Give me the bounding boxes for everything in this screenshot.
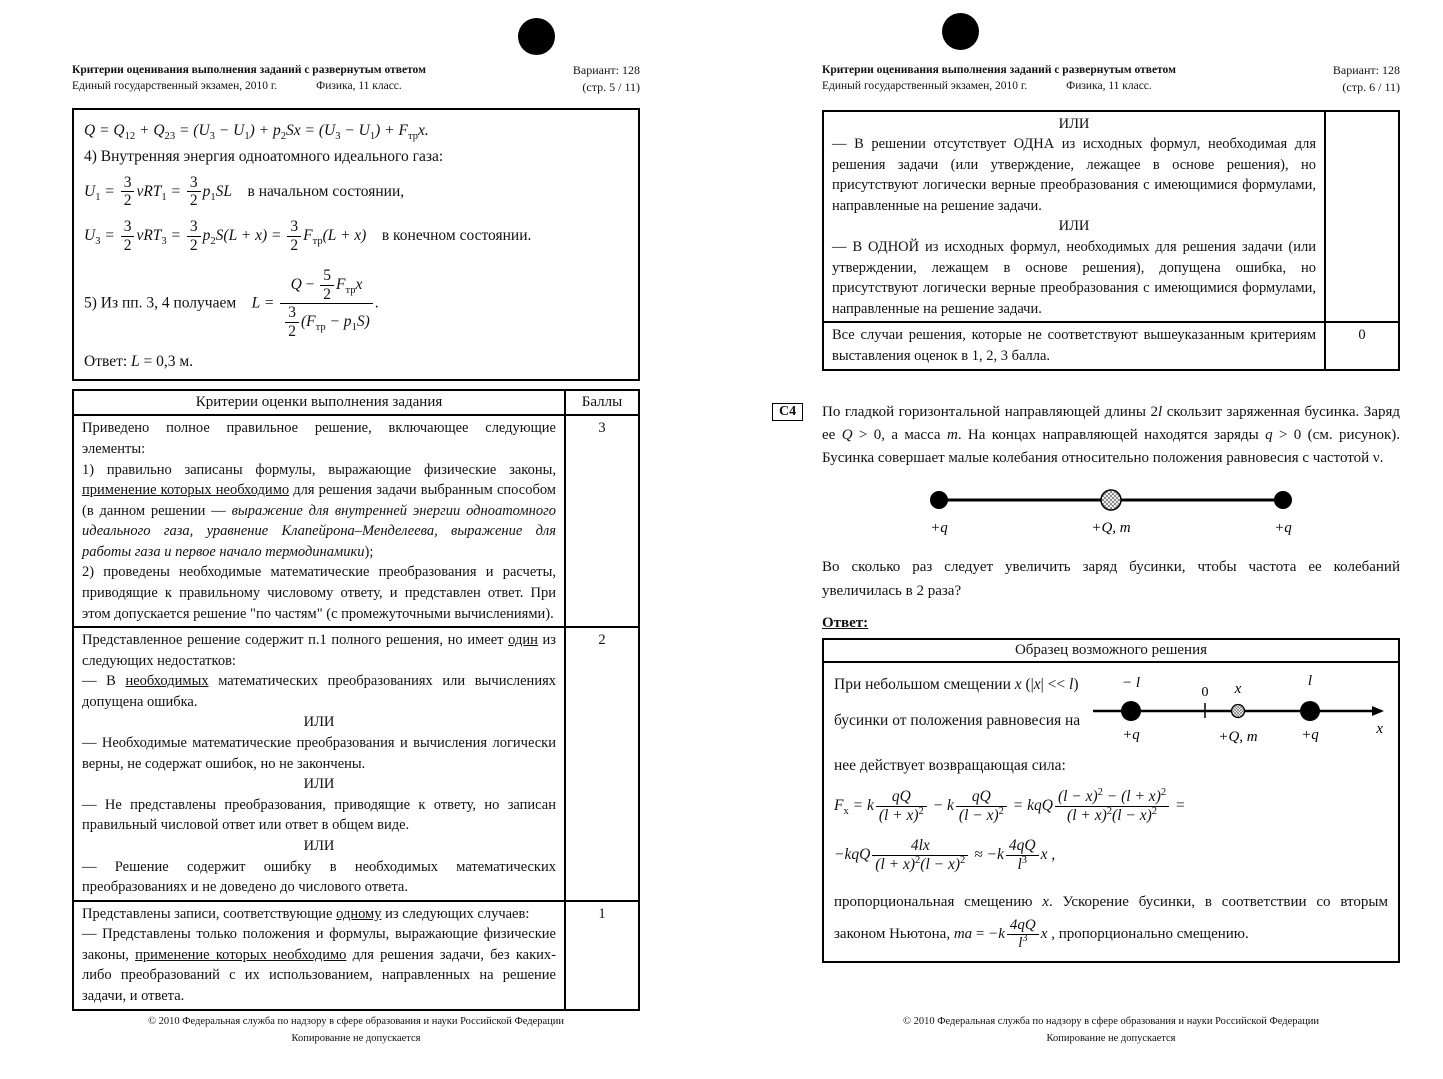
label-q-mid: +Q, m (1218, 728, 1258, 745)
answer-line: Ответ: L = 0,3 м. (84, 353, 194, 371)
formula-line: $Q = Q_{12} + Q_{23} = (U_3 - U_1) + p_2Sx = (U_3 - U_1) + F_{тр}x$. (84, 121, 429, 142)
solution-title: Образец возможного решения (824, 640, 1398, 663)
criteria-cell: Представлены записи, соответствующие одному из следующих случаев: — Представлены только положения и формулы, выражающие физические законы, применение которых необходимо для решения задачи, без каких-либо преобразований с их использованием, направленных на решение задачи, и ответа. (73, 901, 565, 1010)
formula-line-1: $F_x = k$ $\frac{qQ}{(l + x)^2}$ − k $\frac{qQ}{(l - x)^2}$ = kqQ $\frac{(l - x)^2 - (l + x)^2}{(l + x)^2(l - x)^2}$ = (834, 786, 1186, 824)
score-cell: 2 (565, 627, 639, 901)
score-cell (1325, 111, 1399, 323)
solution-step-4: 4) Внутренняя энергия одноатомного идеального газа: (84, 147, 444, 165)
subject-info: Физика, 11 класс. (1066, 80, 1152, 93)
criteria-row-continued (823, 111, 1399, 323)
criteria-cell: Представленное решение содержит п.1 полного решения, но имеет один из следующих недостатков: — В необходимых математических преобразованиях или вычислениях допущена ошибка. ИЛИ — Необходимые математические преобразования и вычисления логически верны, не содержат ошибок, но не закончены. ИЛИ — Не представлены преобразования, приводящие к ответу, но записан правильный числовой ответ или ответ в общем виде. ИЛИ — Решение содержит ошибку в необходимых математических преобразованиях и не доведено до числового ответа. (73, 627, 565, 901)
task-badge-c4: С4 (772, 403, 803, 421)
x-axis-arrow-icon (1372, 706, 1384, 716)
footer-notice: Копирование не допускается (1046, 1032, 1176, 1044)
page-header (822, 62, 1400, 96)
page-header (72, 62, 640, 96)
label-q-right: +q (1301, 726, 1319, 743)
criteria-table (72, 389, 640, 1010)
criteria-cell: Приведено полное правильное решение, включающее следующие элементы: 1) правильно записаны формулы, выражающие физические законы, применение которых необходимо для решения задачи выбранным способом (в данном решении — выражение для внутренней энергии одноатомного идеального газа, уравнение Клапейрона–Менделеева, выражение для работы газа и первое начало термодинамики); 2) проведены необходимые математические преобразования и расчеты, приводящие к правильному числовому ответу, и представлен ответ. При этом допускается решение "по частям" (с промежуточными вычислениями). (73, 415, 565, 627)
formula-u1: $U_1$ = $\frac{3}{2}$ νRT$_1$ = $\frac{3}{2}$ $p_1SL$ в начальном состоянии, (84, 173, 405, 210)
formula-L: 5) Из пп. 3, 4 получаем L = Q − $\frac{5}{2}$ $F_{тр}x$ $\frac{3}{2}$ $(F_{тр} - p_1S)$ . (84, 266, 379, 341)
page-footer (72, 1014, 640, 1048)
label-q-left: +q (1122, 726, 1140, 743)
page-left (72, 62, 640, 1062)
doc-title: Критерии оценивания выполнения заданий с развернутым ответом (72, 64, 426, 76)
question-text: Во сколько раз следует увеличить заряд бусинки, чтобы частота ее колебаний увеличилась в 2 раза? (822, 559, 1400, 599)
solution-box (72, 108, 640, 382)
footer-notice: Копирование не допускается (291, 1032, 421, 1044)
score-cell: 0 (1325, 322, 1399, 369)
solution-intro (834, 667, 1088, 740)
label-x-top: x (1234, 680, 1242, 697)
registration-dot-right (942, 13, 979, 50)
criteria-row-3 (73, 415, 639, 627)
force-text: нее действует возвращающая сила: (834, 756, 1066, 774)
score-header-cell: Баллы (565, 390, 639, 415)
criteria-table-continued (822, 110, 1400, 371)
score-cell: 1 (565, 901, 639, 1010)
registration-dot-left (518, 18, 555, 55)
charge-label-right: +q (1274, 520, 1292, 537)
footer-copyright: © 2010 Федеральная служба по надзору в сфере образования и науки Российской Федерации (902, 1016, 1320, 1027)
solution-diagram (1088, 671, 1388, 757)
page-right (779, 62, 1401, 1062)
variant-label: Вариант: 128 (572, 63, 640, 77)
charge-label-left: +q (930, 520, 948, 537)
closing-text: пропорциональная смещению x. Ускорение бусинки, в соответствии со вторым законом Ньютона, ma = −k $\frac{4qQ}{l^3}$ x , пропорционально смещению. (834, 894, 1388, 952)
subject-info: Физика, 11 класс. (316, 80, 402, 93)
task-diagram (921, 482, 1301, 540)
exam-info: Единый государственный экзамен, 2010 г. (72, 80, 278, 93)
exam-info: Единый государственный экзамен, 2010 г. (822, 80, 1028, 93)
criteria-table-header (73, 390, 639, 415)
criteria-row-0 (823, 322, 1399, 369)
task-statement: По гладкой горизонтальной направляющей длины 2l скользит заряженная бусинка. Заряд ее Q > 0, а масса m. На концах направляющей находятся заряды q > 0 (см. рисунок). Бусинка совершает малые колебания относительно положения равновесия с частотой ν. (822, 403, 1401, 467)
variant-label: Вариант: 128 (1332, 63, 1400, 77)
intro-line-1: При небольшом смещении x (|x| << l) (834, 675, 1079, 693)
label-axis-x: x (1376, 720, 1383, 737)
label-minus-l: − l (1121, 674, 1141, 691)
page-footer (822, 1014, 1400, 1048)
intro-line-2: бусинки от положения равновесия на (834, 712, 1081, 730)
doc-title: Критерии оценивания выполнения заданий с развернутым ответом (822, 64, 1176, 76)
formula-u3: $U_3$ = $\frac{3}{2}$ νRT$_3$ = $\frac{3}{2}$ $p_2S(L + x)$ = $\frac{3}{2}$ $F_{тр}(L + x)$ в конечном состоянии. (84, 218, 532, 255)
criteria-cell: Все случаи решения, которые не соответствуют вышеуказанным критериям выставления оценок в 1, 2, 3 балла. (823, 322, 1325, 369)
charge-right-icon (1300, 701, 1320, 721)
criteria-cell: ИЛИ — В решении отсутствует ОДНА из исходных формул, необходимая для решения задачи (или утверждение, лежащее в основе решения), но присутствуют логически верные преобразования с имеющимися формулами, направленные на решение задачи. ИЛИ — В ОДНОЙ из исходных формул, необходимых для решения задачи (или утверждении, лежащем в основе решения), допущена ошибка, но присутствуют логически верные преобразования с имеющимися формулами, направленные на решение задачи. (823, 111, 1325, 323)
criteria-row-1 (73, 901, 639, 1010)
charge-left-icon (1121, 701, 1141, 721)
bead-label: +Q, m (1091, 520, 1131, 537)
task-c4-section (779, 401, 1401, 963)
charge-right-icon (1274, 491, 1292, 509)
page-number: (стр. 5 / 11) (582, 79, 640, 94)
charge-left-icon (930, 491, 948, 509)
answer-label: Ответ: (822, 614, 869, 631)
footer-copyright: © 2010 Федеральная служба по надзору в сфере образования и науки Российской Федерации (147, 1016, 565, 1027)
label-zero: 0 (1201, 684, 1209, 700)
bead-icon (1101, 490, 1121, 510)
criteria-row-2 (73, 627, 639, 901)
answer-box (822, 638, 1400, 963)
formula-line-2: −kqQ $\frac{4lx}{(l + x)^2(l - x)^2}$ ≈ −k $\frac{4qQ}{l^3}$ x , (834, 837, 1056, 874)
criteria-header-cell: Критерии оценки выполнения задания (73, 390, 565, 415)
score-cell: 3 (565, 415, 639, 627)
page-number: (стр. 6 / 11) (1342, 79, 1400, 94)
label-l: l (1307, 672, 1313, 689)
bead-icon (1232, 704, 1245, 717)
